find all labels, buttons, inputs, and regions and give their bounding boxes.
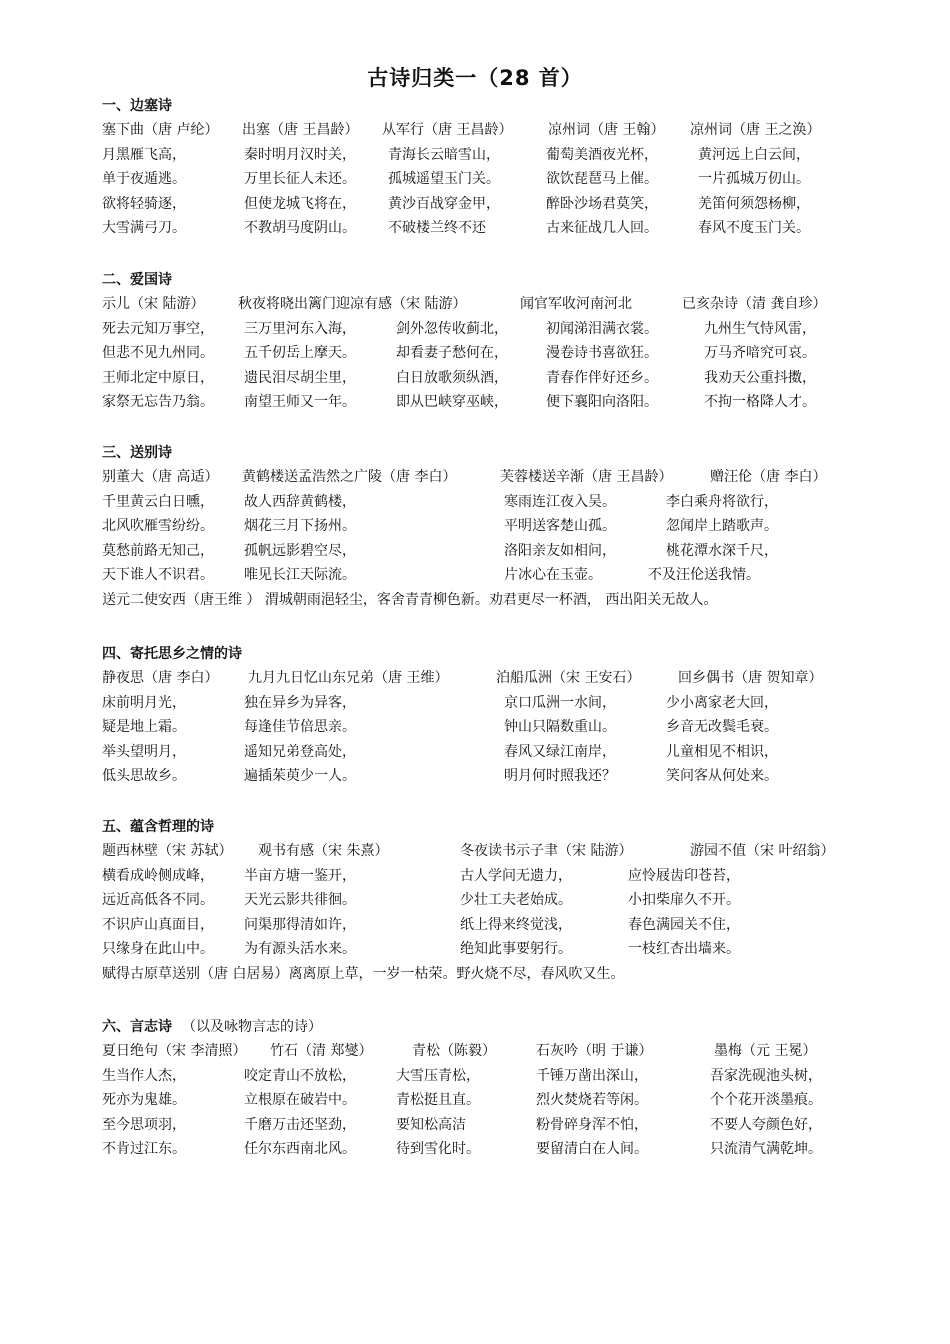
poem-line: 青海长云暗雪山， xyxy=(388,146,500,163)
poem-line: 但使龙城飞将在， xyxy=(244,195,356,212)
poem-line: 待到雪化时。 xyxy=(396,1141,480,1158)
poem-title: 回乡偶书（唐 贺知章） xyxy=(678,670,823,686)
poem-title: 黄鹤楼送孟浩然之广陵（唐 李白） xyxy=(242,469,457,485)
section-heading-note: （以及咏物言志的诗） xyxy=(182,1019,322,1035)
poem-line: 独在异乡为异客， xyxy=(244,694,356,711)
poem-line: 家祭无忘告乃翁。 xyxy=(102,394,214,411)
poem-line: 吾家洗砚池头树， xyxy=(710,1067,822,1084)
poem-title: 冬夜读书示子聿（宋 陆游） xyxy=(460,843,633,859)
poem-line-row xyxy=(102,913,862,938)
poem-title: 凉州词（唐 王之涣） xyxy=(690,122,821,138)
poem-line: 白日放歌须纵酒， xyxy=(396,369,508,386)
poem-line: 寒雨连江夜入吴。 xyxy=(504,493,616,510)
poem-line: 不识庐山真面目， xyxy=(102,916,214,933)
poem-line: 只流清气满乾坤。 xyxy=(710,1141,822,1158)
poem-line: 要留清白在人间。 xyxy=(536,1141,648,1158)
poem-line-row xyxy=(102,192,862,217)
poem-line: 三万里河东入海， xyxy=(244,320,356,337)
poem-line: 横看成岭侧成峰， xyxy=(102,867,214,884)
poem-line: 一片孤城万仞山。 xyxy=(698,171,810,188)
poem-line-row xyxy=(102,740,862,765)
poem-line-row xyxy=(102,390,862,415)
poem-line: 洛阳亲友如相问， xyxy=(504,542,616,559)
poem-line-row xyxy=(102,715,862,740)
poem-line-row xyxy=(102,490,862,515)
poem-line-row xyxy=(102,514,862,539)
poem-line: 问渠那得清如许， xyxy=(244,916,356,933)
poem-line-row xyxy=(102,764,862,789)
poem-line: 应怜屐齿印苍苔， xyxy=(628,867,740,884)
poem-title: 静夜思（唐 李白） xyxy=(102,670,219,686)
poem-line-row xyxy=(102,216,862,241)
poem-line: 至今思项羽， xyxy=(102,1116,186,1133)
section-aspiration-poems xyxy=(102,1015,862,1162)
poem-line: 秦时明月汉时关， xyxy=(244,146,356,163)
poem-line: 我劝天公重抖擞， xyxy=(704,369,816,386)
poem-line: 桃花潭水深千尺， xyxy=(666,542,778,559)
poem-line: 京口瓜洲一水间， xyxy=(504,694,616,711)
poem-line: 大雪满弓刀。 xyxy=(102,220,186,237)
section-patriotic-poems xyxy=(102,268,862,415)
poem-line: 纸上得来终觉浅， xyxy=(460,916,572,933)
poem-line: 北风吹雁雪纷纷。 xyxy=(102,518,214,535)
poem-line: 但悲不见九州同。 xyxy=(102,345,214,362)
poem-line: 远近高低各不同。 xyxy=(102,892,214,909)
poem-title: 竹石（清 郑燮） xyxy=(270,1043,373,1059)
poem-title: 凉州词（唐 王翰） xyxy=(548,122,665,138)
section-heading: 三、送别诗 xyxy=(102,445,172,461)
poem-line: 葡萄美酒夜光杯， xyxy=(546,146,658,163)
poem-line: 黄沙百战穿金甲， xyxy=(388,195,500,212)
poem-line-row xyxy=(102,143,862,168)
poem-line-row xyxy=(102,341,862,366)
poem-line-row xyxy=(102,539,862,564)
poem-line: 举头望明月， xyxy=(102,743,186,760)
poem-title: 九月九日忆山东兄弟（唐 王维） xyxy=(248,670,449,686)
poem-line: 欲饮琵琶马上催。 xyxy=(546,171,658,188)
poem-line: 古人学问无遗力， xyxy=(460,867,572,884)
poem-line: 千磨万击还坚劲， xyxy=(244,1116,356,1133)
poem-line: 孤城遥望玉门关。 xyxy=(388,171,500,188)
poem-line: 明月何时照我还？ xyxy=(504,768,616,785)
poem-line: 死亦为鬼雄。 xyxy=(102,1092,186,1109)
poem-line: 要知松高洁 xyxy=(396,1116,466,1133)
poem-line: 立根原在破岩中。 xyxy=(244,1092,356,1109)
poem-line: 遥知兄弟登高处， xyxy=(244,743,356,760)
poem-line: 片冰心在玉壶。 xyxy=(504,567,602,584)
poem-line: 只缘身在此山中。 xyxy=(102,941,214,958)
poem-line: 即从巴峡穿巫峡， xyxy=(396,394,508,411)
poem-line: 生当作人杰， xyxy=(102,1067,186,1084)
poem-title: 题西林壁（宋 苏轼） xyxy=(102,843,233,859)
poem-title: 塞下曲（唐 卢纶） xyxy=(102,122,219,138)
section-heading: 二、爱国诗 xyxy=(102,272,172,288)
section-heading-text: 六、言志诗 xyxy=(102,1019,172,1035)
poem-title: 出塞（唐 王昌龄） xyxy=(242,122,359,138)
section-farewell-poems xyxy=(102,441,862,613)
poem-line: 儿童相见不相识， xyxy=(666,743,778,760)
poem-title: 已亥杂诗（清 龚自珍） xyxy=(682,296,827,312)
poem-line: 月黑雁飞高， xyxy=(102,146,186,163)
poem-line: 天光云影共徘徊。 xyxy=(244,892,356,909)
poem-line: 忽闻岸上踏歌声。 xyxy=(666,518,778,535)
poem-line-row xyxy=(102,691,862,716)
poem-line: 烟花三月下扬州。 xyxy=(244,518,356,535)
poem-line: 咬定青山不放松， xyxy=(244,1067,356,1084)
poem-line: 唯见长江天际流。 xyxy=(244,567,356,584)
poem-line: 每逢佳节倍思亲。 xyxy=(244,719,356,736)
poem-line: 不及汪伦送我情。 xyxy=(648,567,760,584)
section-frontier-poems xyxy=(102,94,862,241)
poem-line: 王师北定中原日， xyxy=(102,369,214,386)
poem-line: 莫愁前路无知己， xyxy=(102,542,214,559)
poem-title: 赠汪伦（唐 李白） xyxy=(710,469,827,485)
poem-line: 春风不度玉门关。 xyxy=(698,220,810,237)
poem-line: 欲将轻骑逐， xyxy=(102,195,186,212)
poem-line: 却看妻子愁何在， xyxy=(396,345,508,362)
poem-title: 青松（陈毅） xyxy=(412,1043,496,1059)
poem-line: 死去元知万事空， xyxy=(102,320,214,337)
poem-line: 醉卧沙场君莫笑， xyxy=(546,195,658,212)
poem-line: 不肯过江东。 xyxy=(102,1141,186,1158)
poem-title: 墨梅（元 王冕） xyxy=(714,1043,817,1059)
poem-line: 孤帆远影碧空尽， xyxy=(244,542,356,559)
poem-line: 一枝红杏出墙来。 xyxy=(628,941,740,958)
section-heading: 四、寄托思乡之情的诗 xyxy=(102,646,242,662)
poem-line: 春色满园关不住， xyxy=(628,916,740,933)
page-title: 古诗归类一（28 首） xyxy=(367,66,583,90)
poem-line: 个个花开淡墨痕。 xyxy=(710,1092,822,1109)
poem-line: 遗民泪尽胡尘里， xyxy=(244,369,356,386)
poem-line: 烈火焚烧若等闲。 xyxy=(536,1092,648,1109)
poem-title: 游园不值（宋 叶绍翁） xyxy=(690,843,835,859)
section-heading: 一、边塞诗 xyxy=(102,98,172,114)
poem-line: 春风又绿江南岸， xyxy=(504,743,616,760)
poem-titles-row xyxy=(102,1039,862,1064)
poem-line: 绝知此事要躬行。 xyxy=(460,941,572,958)
poem-line-row xyxy=(102,366,862,391)
poem-line-row xyxy=(102,1064,862,1089)
poem-line: 天下谁人不识君。 xyxy=(102,567,214,584)
poem-line: 故人西辞黄鹤楼， xyxy=(244,493,356,510)
poem-line-row xyxy=(102,317,862,342)
poem-titles-row xyxy=(102,118,862,143)
poem-line: 不教胡马度阴山。 xyxy=(244,220,356,237)
poem-line: 床前明月光， xyxy=(102,694,186,711)
poem-line: 乡音无改鬓毛衰。 xyxy=(666,719,778,736)
poem-line: 五千仞岳上摩天。 xyxy=(244,345,356,362)
poem-title: 示儿（宋 陆游） xyxy=(102,296,205,312)
poem-line: 小扣柴扉久不开。 xyxy=(628,892,740,909)
poem-titles-row xyxy=(102,292,862,317)
poem-line: 羌笛何须怨杨柳， xyxy=(698,195,810,212)
poem-line: 不拘一格降人才。 xyxy=(704,394,816,411)
poem-title: 芙蓉楼送辛渐（唐 王昌龄） xyxy=(500,469,673,485)
poem-line: 九州生气恃风雷， xyxy=(704,320,816,337)
poem-line: 疑是地上霜。 xyxy=(102,719,186,736)
poem-line: 平明送客楚山孤。 xyxy=(504,518,616,535)
section-heading xyxy=(102,1015,862,1039)
poem-line: 任尔东西南北风。 xyxy=(244,1141,356,1158)
poem-line: 万马齐喑究可哀。 xyxy=(704,345,816,362)
poem-line: 大雪压青松， xyxy=(396,1067,480,1084)
poem-title: 观书有感（宋 朱熹） xyxy=(258,843,389,859)
poem-line: 千锤万凿出深山， xyxy=(536,1067,648,1084)
poem-line: 单于夜遁逃。 xyxy=(102,171,186,188)
poem-line: 不破楼兰终不还 xyxy=(388,220,486,237)
section-philosophy-poems xyxy=(102,815,862,987)
poem-line: 低头思故乡。 xyxy=(102,768,186,785)
poem-line: 少壮工夫老始成。 xyxy=(460,892,572,909)
poem-line: 青松挺且直。 xyxy=(396,1092,480,1109)
poem-line: 南望王师又一年。 xyxy=(244,394,356,411)
poem-line-row xyxy=(102,937,862,962)
poem-line: 千里黄云白日曛， xyxy=(102,493,214,510)
poem-line-row xyxy=(102,864,862,889)
poem-line: 笑问客从何处来。 xyxy=(666,768,778,785)
poem-line-row xyxy=(102,563,862,588)
poem-line-row xyxy=(102,1088,862,1113)
poem-line: 便下襄阳向洛阳。 xyxy=(546,394,658,411)
poem-title: 别董大（唐 高适） xyxy=(102,469,219,485)
poem-line: 古来征战几人回。 xyxy=(546,220,658,237)
poem-line: 不要人夸颜色好， xyxy=(710,1116,822,1133)
poem-title: 闻官军收河南河北 xyxy=(520,296,632,312)
poem-line: 黄河远上白云间， xyxy=(698,146,810,163)
poem-titles-row xyxy=(102,839,862,864)
poem-line: 万里长征人未还。 xyxy=(244,171,356,188)
poem-line: 初闻涕泪满衣裳。 xyxy=(546,320,658,337)
poem-title: 石灰吟（明 于谦） xyxy=(536,1043,653,1059)
poem-line: 漫卷诗书喜欲狂。 xyxy=(546,345,658,362)
poem-title: 从军行（唐 王昌龄） xyxy=(382,122,513,138)
poem-line: 青春作伴好还乡。 xyxy=(546,369,658,386)
poem-line: 遍插茱萸少一人。 xyxy=(244,768,356,785)
poem-line: 少小离家老大回， xyxy=(666,694,778,711)
poem-line: 粉骨碎身浑不怕， xyxy=(536,1116,648,1133)
section-heading: 五、蕴含哲理的诗 xyxy=(102,819,214,835)
poem-line: 李白乘舟将欲行， xyxy=(666,493,778,510)
poem-line-row xyxy=(102,888,862,913)
poem-titles-row xyxy=(102,666,862,691)
poem-title: 夏日绝句（宋 李清照） xyxy=(102,1043,247,1059)
section-homesick-poems xyxy=(102,642,862,789)
poem-line-row xyxy=(102,1113,862,1138)
poem-line: 半亩方塘一鉴开， xyxy=(244,867,356,884)
poem-line: 剑外忽传收蓟北， xyxy=(396,320,508,337)
poem-line: 钟山只隔数重山。 xyxy=(504,719,616,736)
extra-poem-line: 送元二使安西（唐王维 ） 渭城朝雨浥轻尘，客舍青青柳色新。劝君更尽一杯酒， 西出阳关无故人。 xyxy=(102,591,718,608)
poem-line: 为有源头活水来。 xyxy=(244,941,356,958)
poem-title: 秋夜将晓出篱门迎凉有感（宋 陆游） xyxy=(238,296,467,312)
extra-poem-line: 赋得古原草送别（唐 白居易）离离原上草，一岁一枯荣。野火烧不尽，春风吹又生。 xyxy=(102,965,625,982)
poem-line-row xyxy=(102,1137,862,1162)
poem-titles-row xyxy=(102,465,862,490)
poem-title: 泊船瓜洲（宋 王安石） xyxy=(496,670,641,686)
poem-line-row xyxy=(102,167,862,192)
